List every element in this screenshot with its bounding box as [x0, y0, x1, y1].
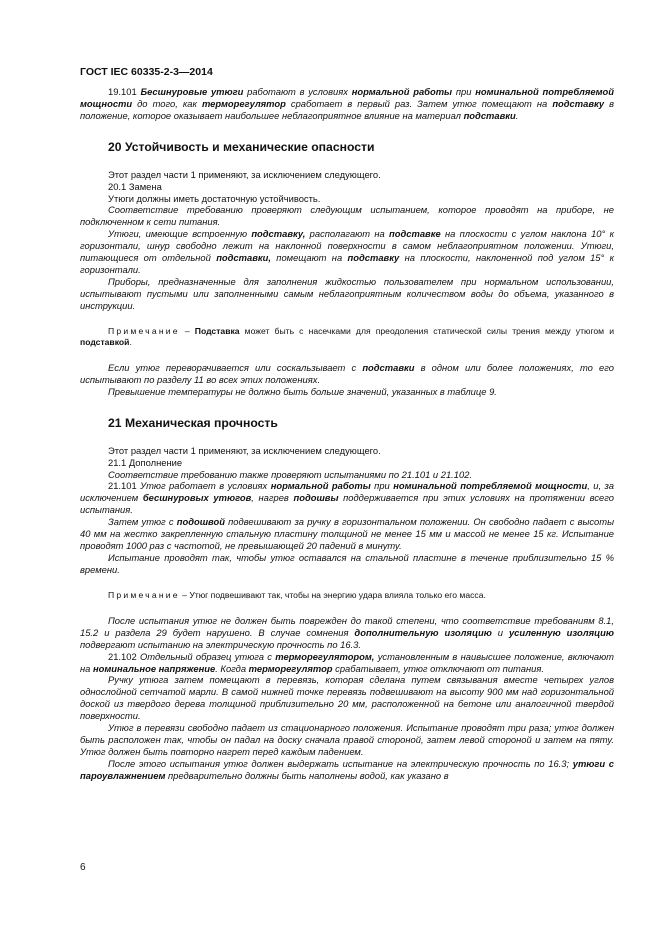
- paragraph-time: Испытание проводят так, чтобы утюг оставался на стальной пластине в течение приблизительно 15 % времени.: [80, 551, 614, 575]
- note-section-20: Примечание – Подставка может быть с насечками для преодоления статической силы трения между утюгом и подставкой.: [80, 325, 614, 347]
- section-20-heading: 20 Устойчивость и механические опасности: [108, 139, 375, 154]
- page-number: 6: [80, 862, 86, 873]
- section-21-check: Соответствие требованию также проверяют испытаниями по 21.101 и 21.102.: [108, 468, 473, 480]
- note-section-21: Примечание – Утюг подвешивают так, чтобы на энергию удара влияла только его масса.: [108, 589, 486, 600]
- paragraph-handle: Ручку утюга затем помещают в перевязь, которая сделана путем связывания вместе четырех углов однослойной сетчатой марли. В самой нижней точке перевязь подвешивают на высоту 900 мм над горизонтальной доской из твердого дерева толщиной приблизительно 20 мм, расположенной на бетоне или аналогичной твердой поверхности.: [80, 674, 614, 722]
- paragraph-21-102: 21.102 Отдельный образец утюга с терморегулятором, установленным в наивысшее положение, включают на номинальное напряжение. Когда терморегулятор срабатывает, утюг отключают от питания.: [80, 650, 614, 674]
- section-20-intro: Этот раздел части 1 применяют, за исключением следующего.: [108, 168, 381, 180]
- document-header: ГОСТ IEC 60335-2-3—2014: [80, 66, 213, 78]
- paragraph-sling: Утюг в перевязи свободно падает из стационарного положения. Испытание проводят три раза; утюг должен быть расположен так, чтобы он падал на доску сначала правой стороной, затем левой стороной и затем на пяту. Утюг должен быть повторно нагрет перед каждым падением.: [80, 722, 614, 757]
- paragraph-overturn: Если утюг переворачивается или соскальзывает с подставки в одном или более положениях, то его испытывают по разделу 11 во всех этих положениях.: [80, 362, 614, 385]
- paragraph-final: После этого испытания утюг должен выдержать испытание на электрическую прочность по 16.3; утюги с пароувлажнением предварительно должны быть наполнены водой, как указано в: [80, 757, 614, 781]
- subsection-20-1: 20.1 Замена: [108, 180, 162, 192]
- paragraph-stand: Утюги, имеющие встроенную подставку, располагают на подставке на плоскости с углом наклона 10° к горизонтали, шнур свободно лежит на наклонной поверхности в самом неблагоприятном положении. Утюги, питающиеся от отдельной подставки, помещают на подставку на плоскости, наклоненной под углом 15° к горизонтали.: [80, 228, 615, 275]
- paragraph-after-test: После испытания утюг не должен быть поврежден до такой степени, что соответствие требованиям 8.1, 15.2 и раздела 29 будет нарушено. В случае сомнения дополнительную изоляцию и усиленную изоляцию подвергают испытанию на электрическую прочность по 16.3.: [80, 614, 614, 650]
- paragraph-19-101: 19.101 Бесшнуровые утюги работают в условиях нормальной работы при номинальной потребляемой мощности до того, как терморегулятор сработает в первый раз. Затем утюг помещают на подставку в положение, которое оказывает наибольшее неблагоприятное влияние на материал подставки.: [80, 86, 615, 121]
- paragraph-21-101: 21.101 Утюг работает в условиях нормальной работы при номинальной потребляемой мощности, и, за исключением бесшнуровых утюгов, нагрев подошвы поддерживается при этих условиях на протяжении всего испытания.: [80, 480, 615, 516]
- section-20-test: Соответствие требованию проверяют следующим испытанием, которое проводят на приборе, не подключенном к сети питания.: [80, 204, 614, 228]
- paragraph-fill: Приборы, предназначенные для заполнения жидкостью пользователем при нормальном использовании, испытывают пустыми или заполненными самым неблагоприятным количеством воды до объема, указанного в инструкции.: [80, 275, 614, 311]
- section-21-heading: 21 Механическая прочность: [108, 415, 278, 430]
- subsection-21-1: 21.1 Дополнение: [108, 456, 183, 468]
- page-content: [80, 86, 614, 782]
- section-21-intro: Этот раздел части 1 применяют, за исключением следующего.: [108, 444, 381, 456]
- paragraph-temperature: Превышение температуры не должно быть больше значений, указанных в таблице 9.: [108, 385, 497, 397]
- paragraph-drop: Затем утюг с подошвой подвешивают за ручку в горизонтальном положении. Он свободно падает с высоты 40 мм на жестко закрепленную стальную пластину толщиной не менее 15 мм и массой не менее 15 кг. Испытание проводят 1000 раз с частотой, не превышающей 20 падений в минуту.: [80, 516, 614, 551]
- section-20-requirement: Утюги должны иметь достаточную устойчивость.: [108, 192, 321, 204]
